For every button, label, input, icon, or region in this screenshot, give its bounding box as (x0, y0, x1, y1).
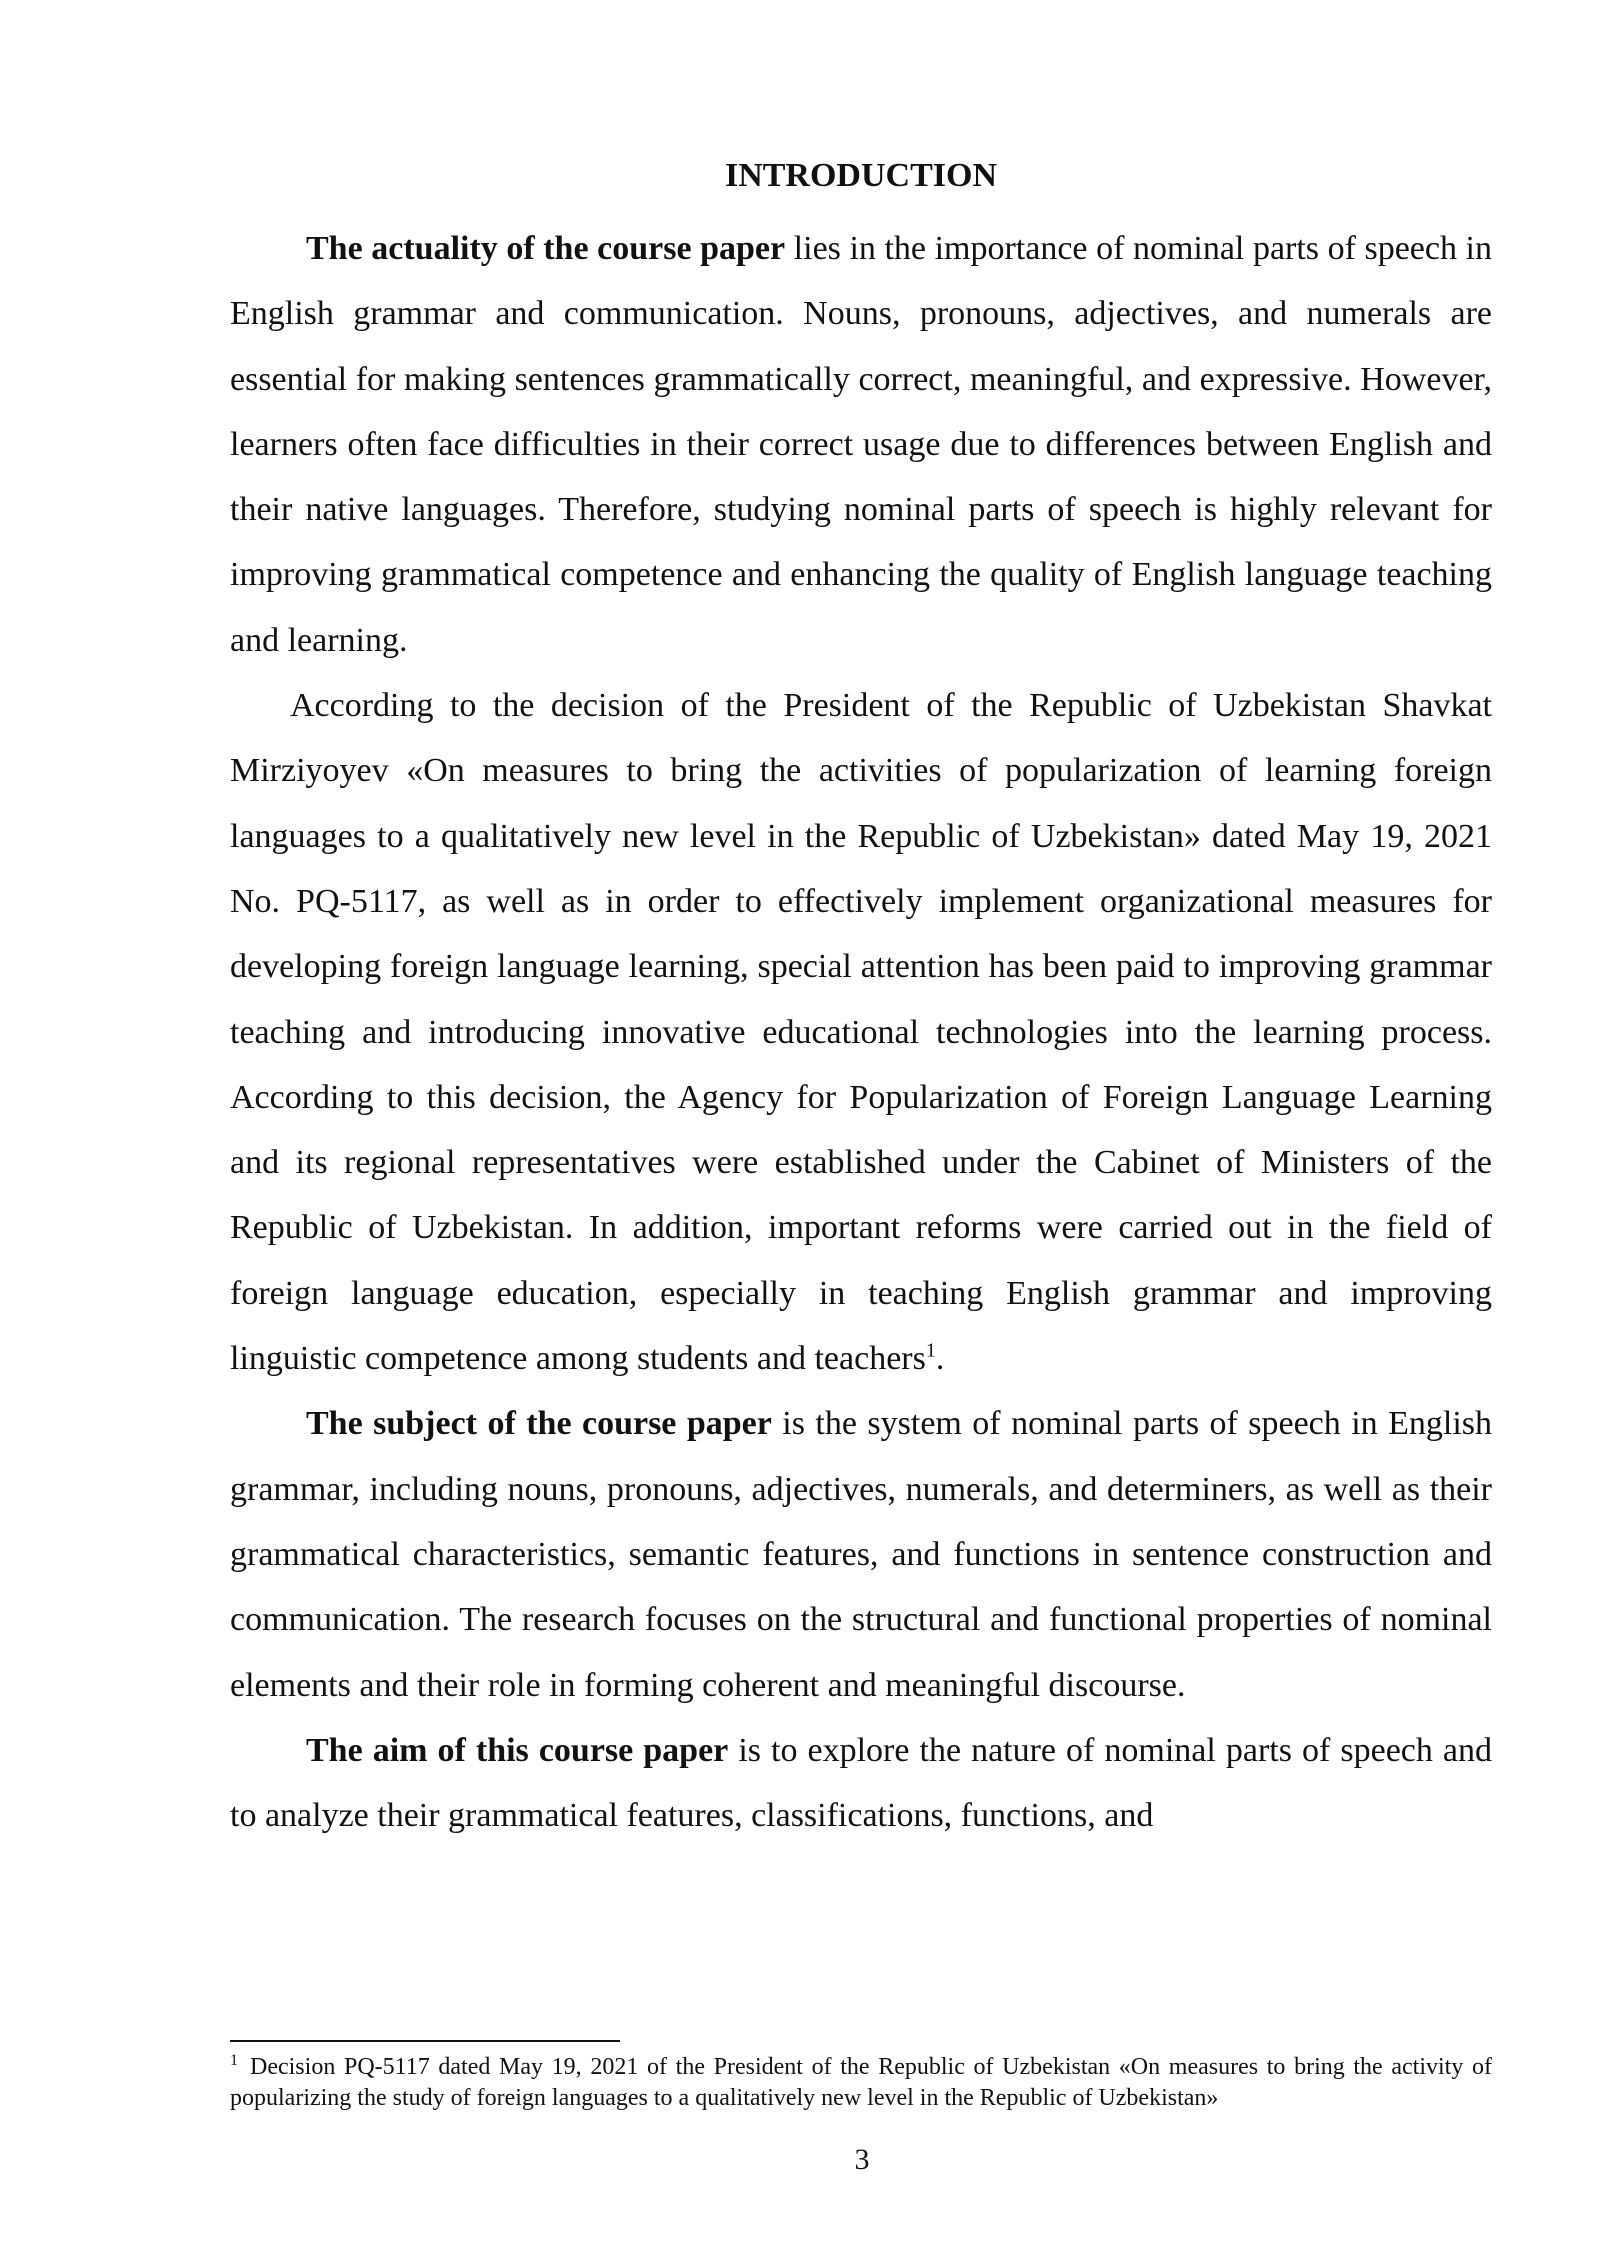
paragraph-actuality (230, 216, 1492, 673)
page-body (230, 150, 1492, 1848)
paragraph-lead: The aim of this course paper (306, 1731, 729, 1769)
footnote-text: Decision PQ-5117 dated May 19, 2021 of the President of the Republic of Uzbekistan «On measures to bring the activity of popularizing the study of foreign languages to a qualitatively new level in the Republic of Uzbekistan» (230, 2054, 1492, 2111)
paragraph-decision (230, 673, 1492, 1391)
paragraph-text: is to explore the nature of nominal parts of speech and to analyze their grammatical features, classifications, functions, and (230, 1731, 1492, 1835)
paragraph-tail: . (935, 1340, 945, 1378)
paragraph-lead: The actuality of the course paper (306, 230, 786, 267)
paragraph-text: is the system of nominal parts of speech in English grammar, including nouns, pronouns, adjectives, numerals, and determiners, as well as their grammatical characteristics, semantic features, and functions in sentence construction and communication. The research focuses on the structural and functional properties of nominal elements and their role in forming coherent and meaningful discourse. (230, 1405, 1492, 1704)
paragraph-aim (230, 1718, 1492, 1849)
paragraph-subject (230, 1391, 1492, 1717)
footnote (230, 2052, 1492, 2114)
paragraph-text: lies in the importance of nominal parts of speech in English grammar and communication. Nouns, pronouns, adjectives, and numerals are essential for making sentences grammatically correct, meaningful, and expressive. However, learners often face difficulties in their correct usage due to differences between English and their native languages. Therefore, studying nominal parts of speech is highly relevant for improving grammatical competence and enhancing the quality of English language teaching and learning. (230, 230, 1493, 659)
footnote-separator (230, 2040, 620, 2042)
footnote-marker: 1 (230, 2052, 238, 2069)
paragraph-lead: The subject of the course paper (306, 1405, 772, 1443)
page-heading: INTRODUCTION (724, 157, 998, 194)
paragraph-text: According to the decision of the President of the Republic of Uzbekistan Shavkat Mirziyoyev «On measures to bring the activities of popularization of learning foreign languages to a qualitatively new level in the Republic of Uzbekistan» dated May 19, 2021 No. PQ-5117, as well as in order to effectively implement organizational measures for developing foreign language learning, special attention has been paid to improving grammar teaching and introducing innovative educational technologies into the learning process. According to this decision, the Agency for Popularization of Foreign Language Learning and its regional representatives were established under the Cabinet of Ministers of the Republic of Uzbekistan. In addition, important reforms were carried out in the field of foreign language education, especially in teaching English grammar and improving linguistic competence among students and teachers (230, 687, 1492, 1378)
page-number: 3 (854, 2143, 870, 2176)
footnote-reference[interactable]: 1 (925, 1339, 936, 1362)
